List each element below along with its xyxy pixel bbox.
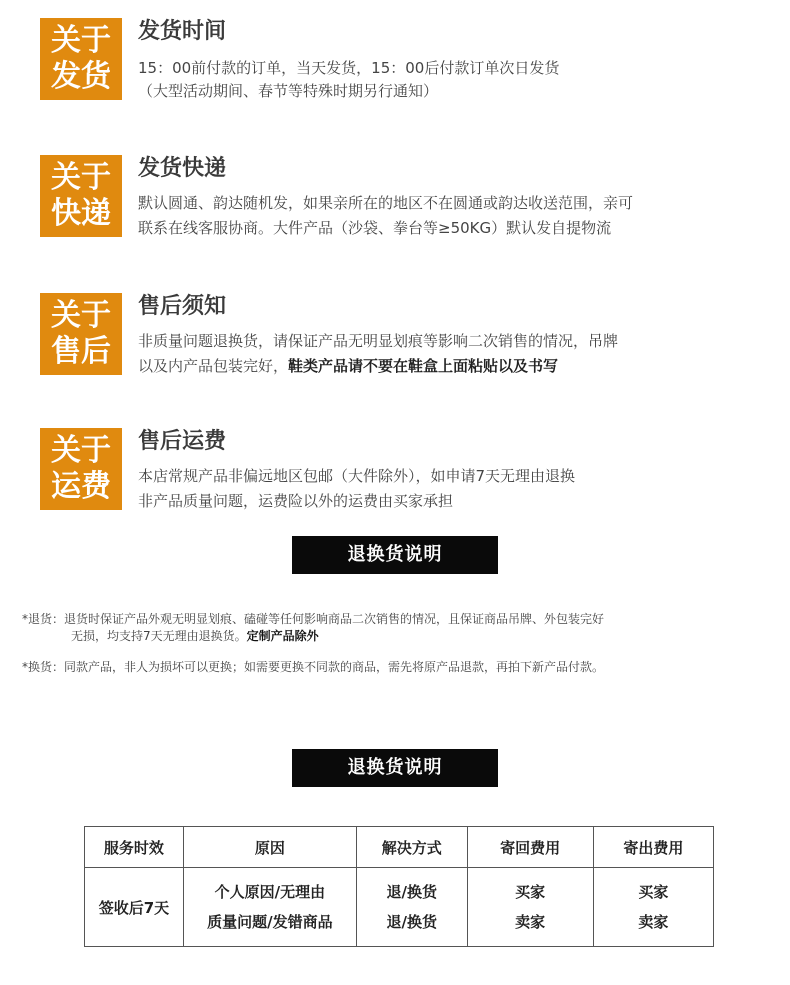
cell-send-fee <box>593 868 713 947</box>
return-exchange-banner-2: 退换货说明 <box>292 749 498 787</box>
section-text-line: 15：00前付款的订单，当天发货，15：00后付款订单次日发货 <box>138 59 560 77</box>
section-text-line: 非产品质量问题，运费险以外的运费由买家承担 <box>138 492 454 510</box>
section-text-bold: 鞋类产品请不要在鞋盒上面粘贴以及书写 <box>288 357 559 375</box>
cell-period: 签收后7天 <box>85 868 184 947</box>
return-note-bold: 定制产品除外 <box>246 629 319 643</box>
header-return-fee: 寄回费用 <box>467 827 593 868</box>
section-text-line: 联系在线客服协商。大件产品（沙袋、拳台等≥50KG）默认发自提物流 <box>138 219 612 237</box>
badge-line-1: 关于 <box>51 23 111 58</box>
return-fee-2: 卖家 <box>515 913 546 931</box>
cell-reasons <box>183 868 356 947</box>
cell-return-fee <box>467 868 593 947</box>
table-row <box>85 868 714 947</box>
header-send-fee: 寄出费用 <box>593 827 713 868</box>
badge-line-1: 关于 <box>51 298 111 333</box>
badge-line-2: 快递 <box>51 196 111 231</box>
badge-line-1: 关于 <box>51 160 111 195</box>
return-note-line-1: *退货：退货时保证产品外观无明显划痕、磕碰等任何影响商品二次销售的情况，且保证商品吊牌、外包装完好 <box>22 612 605 626</box>
badge-fee <box>40 428 122 510</box>
table-header-row <box>85 827 714 868</box>
exchange-note: *换货：同款产品，非人为损坏可以更换；如需要更换不同款的商品，需先将原产品退款，再拍下新产品付款。 <box>22 660 605 674</box>
return-note <box>22 611 604 645</box>
badge-line-2: 发货 <box>51 59 111 94</box>
cell-solutions <box>356 868 467 947</box>
badge-line-1: 关于 <box>51 433 111 468</box>
section-text-line: 非质量问题退换货，请保证产品无明显划痕等影响二次销售的情况，吊牌 <box>138 332 619 350</box>
section-text-line <box>138 355 558 376</box>
badge-after-sales <box>40 293 122 375</box>
send-fee-2: 卖家 <box>638 913 669 931</box>
section-text-line: （大型活动期间、春节等特殊时期另行通知） <box>138 82 439 100</box>
header-solution: 解决方式 <box>356 827 467 868</box>
badge-shipping <box>40 18 122 100</box>
reason-quality: 质量问题/发错商品 <box>207 913 333 931</box>
return-fee-1: 买家 <box>515 883 546 901</box>
section-text-line: 本店常规产品非偏远地区包邮（大件除外），如申请7天无理由退换 <box>138 467 576 485</box>
section-title: 发货时间 <box>138 19 227 44</box>
section-text-line: 默认圆通、韵达随机发，如果亲所在的地区不在圆通或韵达收送范围，亲可 <box>138 194 634 212</box>
solution-1: 退/换货 <box>386 883 437 901</box>
section-title: 售后运费 <box>138 429 227 454</box>
section-title: 售后须知 <box>138 294 227 319</box>
solution-2: 退/换货 <box>386 913 437 931</box>
badge-line-2: 运费 <box>51 469 111 504</box>
section-title: 发货快递 <box>138 156 227 181</box>
badge-courier <box>40 155 122 237</box>
section-text-plain: 以及内产品包装完好， <box>138 357 289 375</box>
return-policy-table <box>84 826 714 947</box>
badge-line-2: 售后 <box>51 334 111 369</box>
return-exchange-banner: 退换货说明 <box>292 536 498 574</box>
header-period: 服务时效 <box>85 827 184 868</box>
reason-personal: 个人原因/无理由 <box>214 883 326 901</box>
send-fee-1: 买家 <box>638 883 669 901</box>
header-reason: 原因 <box>183 827 356 868</box>
return-note-line-2 <box>22 628 604 645</box>
return-note-plain: 无损，均支持7天无理由退换货。 <box>71 629 247 643</box>
